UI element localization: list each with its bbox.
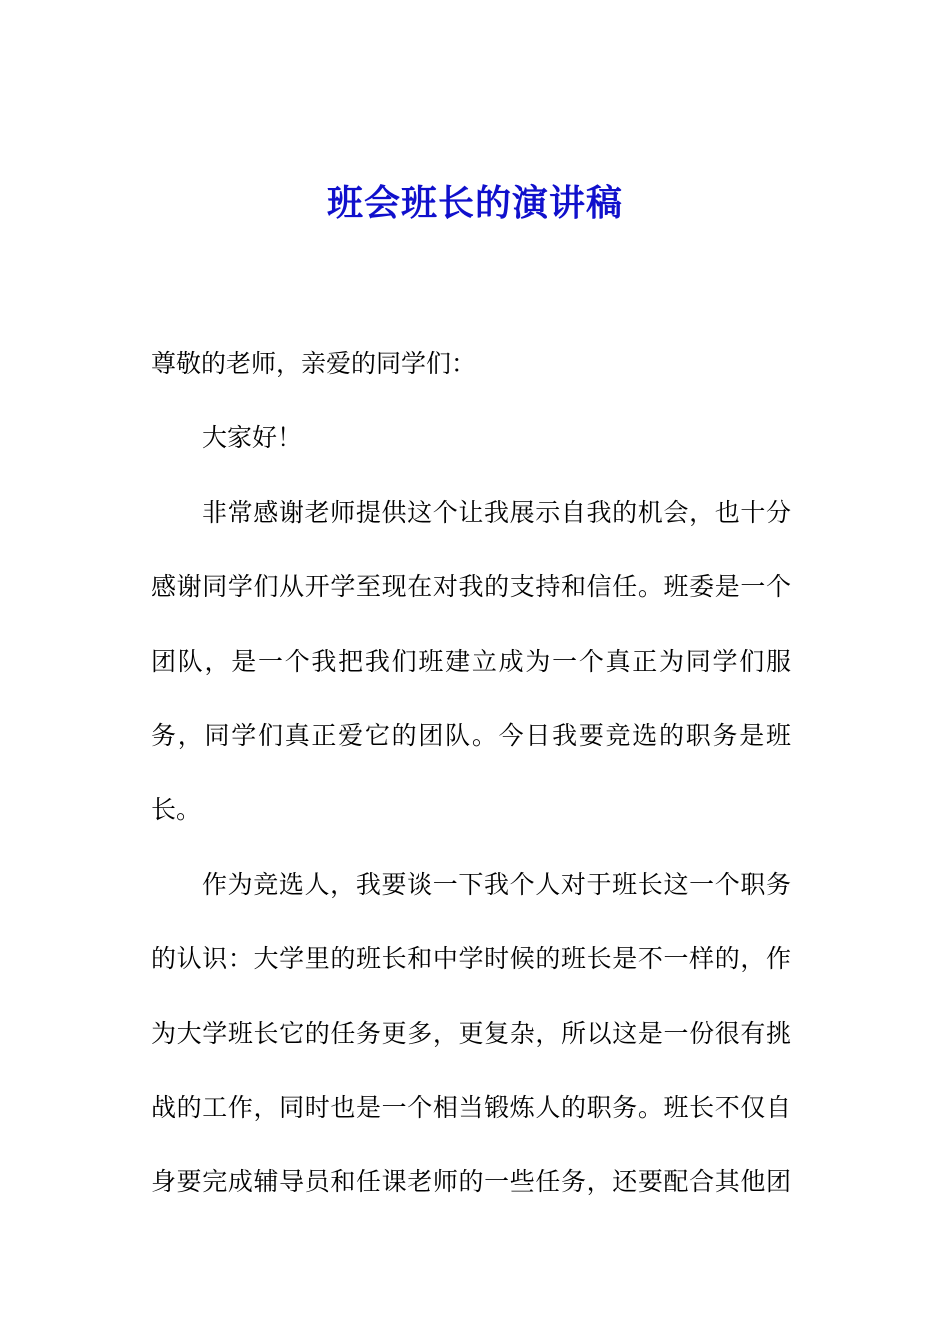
paragraph-greeting: 大家好！ xyxy=(202,423,303,453)
document-title: 班会班长的演讲稿 xyxy=(326,182,623,224)
document-body xyxy=(151,327,791,1220)
paragraph-role-understanding: 作为竞选人，我要谈一下我个人对于班长这一个职务的认识：大学里的班长和中学时候的班长是不一样的，作为大学班长它的任务更多，更复杂，所以这是一份很有挑战的工作，同时也是一个相当锻炼人的职务。班长不仅自身要完成辅导员和任课老师的一些任务，还要配合其他团 xyxy=(151,869,791,1197)
salutation: 尊敬的老师，亲爱的同学们： xyxy=(151,349,477,378)
paragraph-thanks: 非常感谢老师提供这个让我展示自我的机会，也十分感谢同学们从开学至现在对我的支持和信任。班委是一个团队，是一个我把我们班建立成为一个真正为同学们服务，同学们真正爱它的团队。今日我要竞选的职务是班长。 xyxy=(151,497,791,825)
